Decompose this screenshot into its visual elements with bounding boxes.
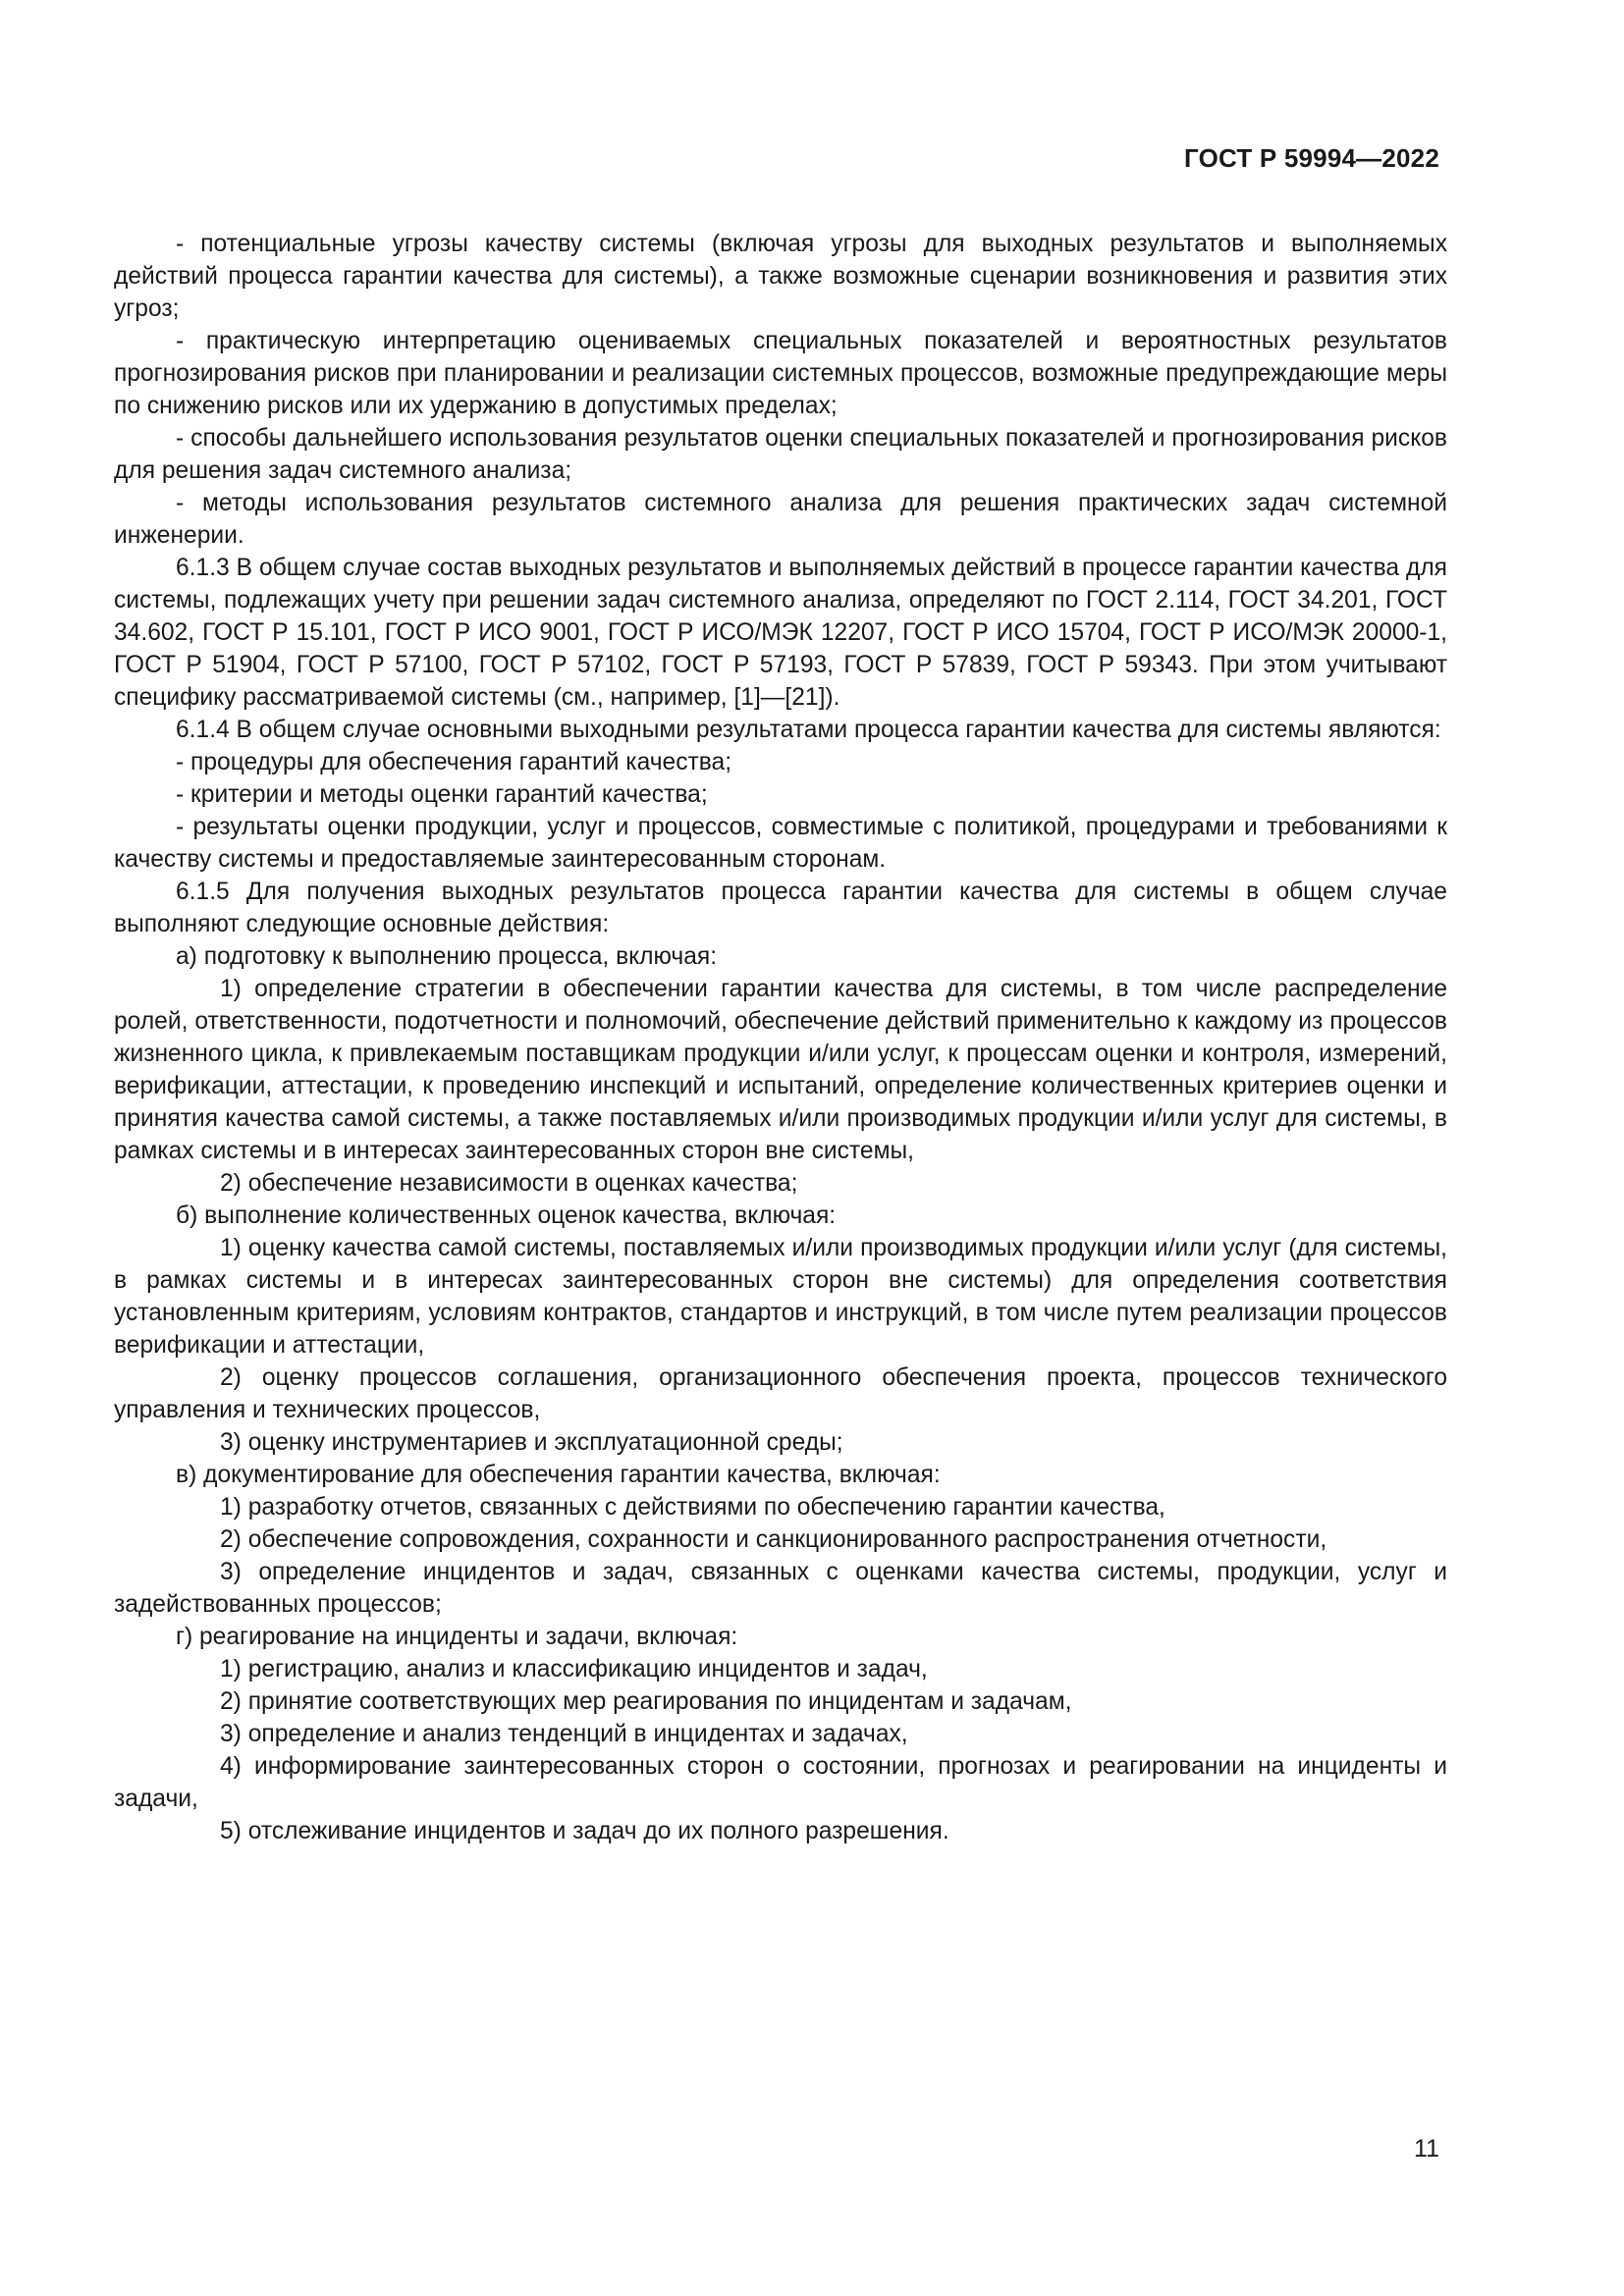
paragraph: - практическую интерпретацию оцениваемых специальных показателей и вероятностных результатов прогнозирования рисков при планировании и реализации системных процессов, возможные предупреждающие меры по снижению рисков или их удержанию в допустимых пределах; — [114, 328, 1447, 419]
list-item-v: в) документирование для обеспечения гарантии качества, включая: — [176, 1462, 941, 1488]
paragraph: - способы дальнейшего использования результатов оценки специальных показателей и прогнозирования рисков для решения задач системного анализа; — [114, 425, 1447, 484]
clause-6-1-4: 6.1.4 В общем случае основными выходными результатами процесса гарантии качества для системы являются: — [176, 717, 1441, 743]
clause-6-1-3: 6.1.3 В общем случае состав выходных результатов и выполняемых действий в процессе гарантии качества для системы, подлежащих учету при решении задач системного анализа, определяют по ГОСТ 2.114, ГОСТ 34.201, ГОСТ 34.602, ГОСТ Р 15.101, ГОСТ Р ИСО 9001, ГОСТ Р ИСО/МЭК 12207, ГОСТ Р ИСО 15704, ГОСТ Р ИСО/МЭК 20000-1, ГОСТ Р 51904, ГОСТ Р 57100, ГОСТ Р 57102, ГОСТ Р 57193, ГОСТ Р 57839, ГОСТ Р 59343. При этом учитывают специфику рассматриваемой системы (см., например, [1]—[21]). — [114, 555, 1447, 711]
sub-item: 3) определение инцидентов и задач, связанных с оценками качества системы, продукции, услуг и задействованных процессов; — [114, 1559, 1447, 1618]
sub-item: 1) регистрацию, анализ и классификацию инцидентов и задач, — [220, 1656, 928, 1682]
sub-item: 3) определение и анализ тенденций в инцидентах и задачах, — [220, 1721, 908, 1747]
page-number: 11 — [1414, 2135, 1439, 2163]
sub-item: 2) обеспечение сопровождения, сохранности и санкционированного распространения отчетности, — [220, 1526, 1327, 1553]
sub-item: 1) оценку качества самой системы, поставляемых и/или производимых продукции и/или услуг (для системы, в рамках системы и в интересах заинтересованных сторон вне системы) для определения соответствия установленным критериям, условиям контрактов, стандартов и инструкций, в том числе путем реализации процессов верификации и аттестации, — [114, 1235, 1447, 1359]
sub-item: 2) обеспечение независимости в оценках качества; — [220, 1170, 798, 1197]
clause-6-1-5: 6.1.5 Для получения выходных результатов процесса гарантии качества для системы в общем случае выполняют следующие основные действия: — [114, 879, 1447, 937]
sub-item: 2) оценку процессов соглашения, организационного обеспечения проекта, процессов технического управления и технических процессов, — [114, 1364, 1447, 1423]
list-item: - критерии и методы оценки гарантий качества; — [176, 781, 708, 808]
paragraph: - методы использования результатов системного анализа для решения практических задач системной инженерии. — [114, 490, 1447, 549]
sub-item: 1) определение стратегии в обеспечении гарантии качества для системы, в том числе распределение ролей, ответственности, подотчетности и полномочий, обеспечение действий применительно к каждому из процессов жизненного цикла, к привлекаемым поставщикам продукции и/или услуг, к процессам оценки и контроля, измерений, верификации, аттестации, к проведению инспекций и испытаний, определение количественных критериев оценки и принятия качества самой системы, а также поставляемых и/или производимых продукции и/или услуг для системы, в рамках системы и в интересах заинтересованных сторон вне системы, — [114, 976, 1447, 1164]
document-header-id: ГОСТ Р 59994—2022 — [1184, 143, 1439, 173]
sub-item: 5) отслеживание инцидентов и задач до их полного разрешения. — [220, 1818, 949, 1844]
sub-item: 2) принятие соответствующих мер реагирования по инцидентам и задачам, — [220, 1688, 1072, 1715]
sub-item: 1) разработку отчетов, связанных с действиями по обеспечению гарантии качества, — [220, 1494, 1165, 1521]
sub-item: 3) оценку инструментариев и эксплуатационной среды; — [220, 1429, 843, 1456]
document-body — [114, 228, 1447, 1847]
list-item-g: г) реагирование на инциденты и задачи, включая: — [176, 1624, 738, 1650]
paragraph: - потенциальные угрозы качеству системы (включая угрозы для выходных результатов и выполняемых действий процесса гарантии качества для системы), а также возможные сценарии возникновения и развития этих угроз; — [114, 231, 1447, 322]
list-item-a: а) подготовку к выполнению процесса, включая: — [176, 943, 718, 970]
list-item: - результаты оценки продукции, услуг и процессов, совместимые с политикой, процедурами и требованиями к качеству системы и предоставляемые заинтересованным сторонам. — [114, 814, 1447, 873]
list-item: - процедуры для обеспечения гарантий качества; — [176, 749, 732, 775]
list-item-b: б) выполнение количественных оценок качества, включая: — [176, 1202, 837, 1229]
sub-item: 4) информирование заинтересованных сторон о состоянии, прогнозах и реагировании на инциденты и задачи, — [114, 1753, 1447, 1812]
